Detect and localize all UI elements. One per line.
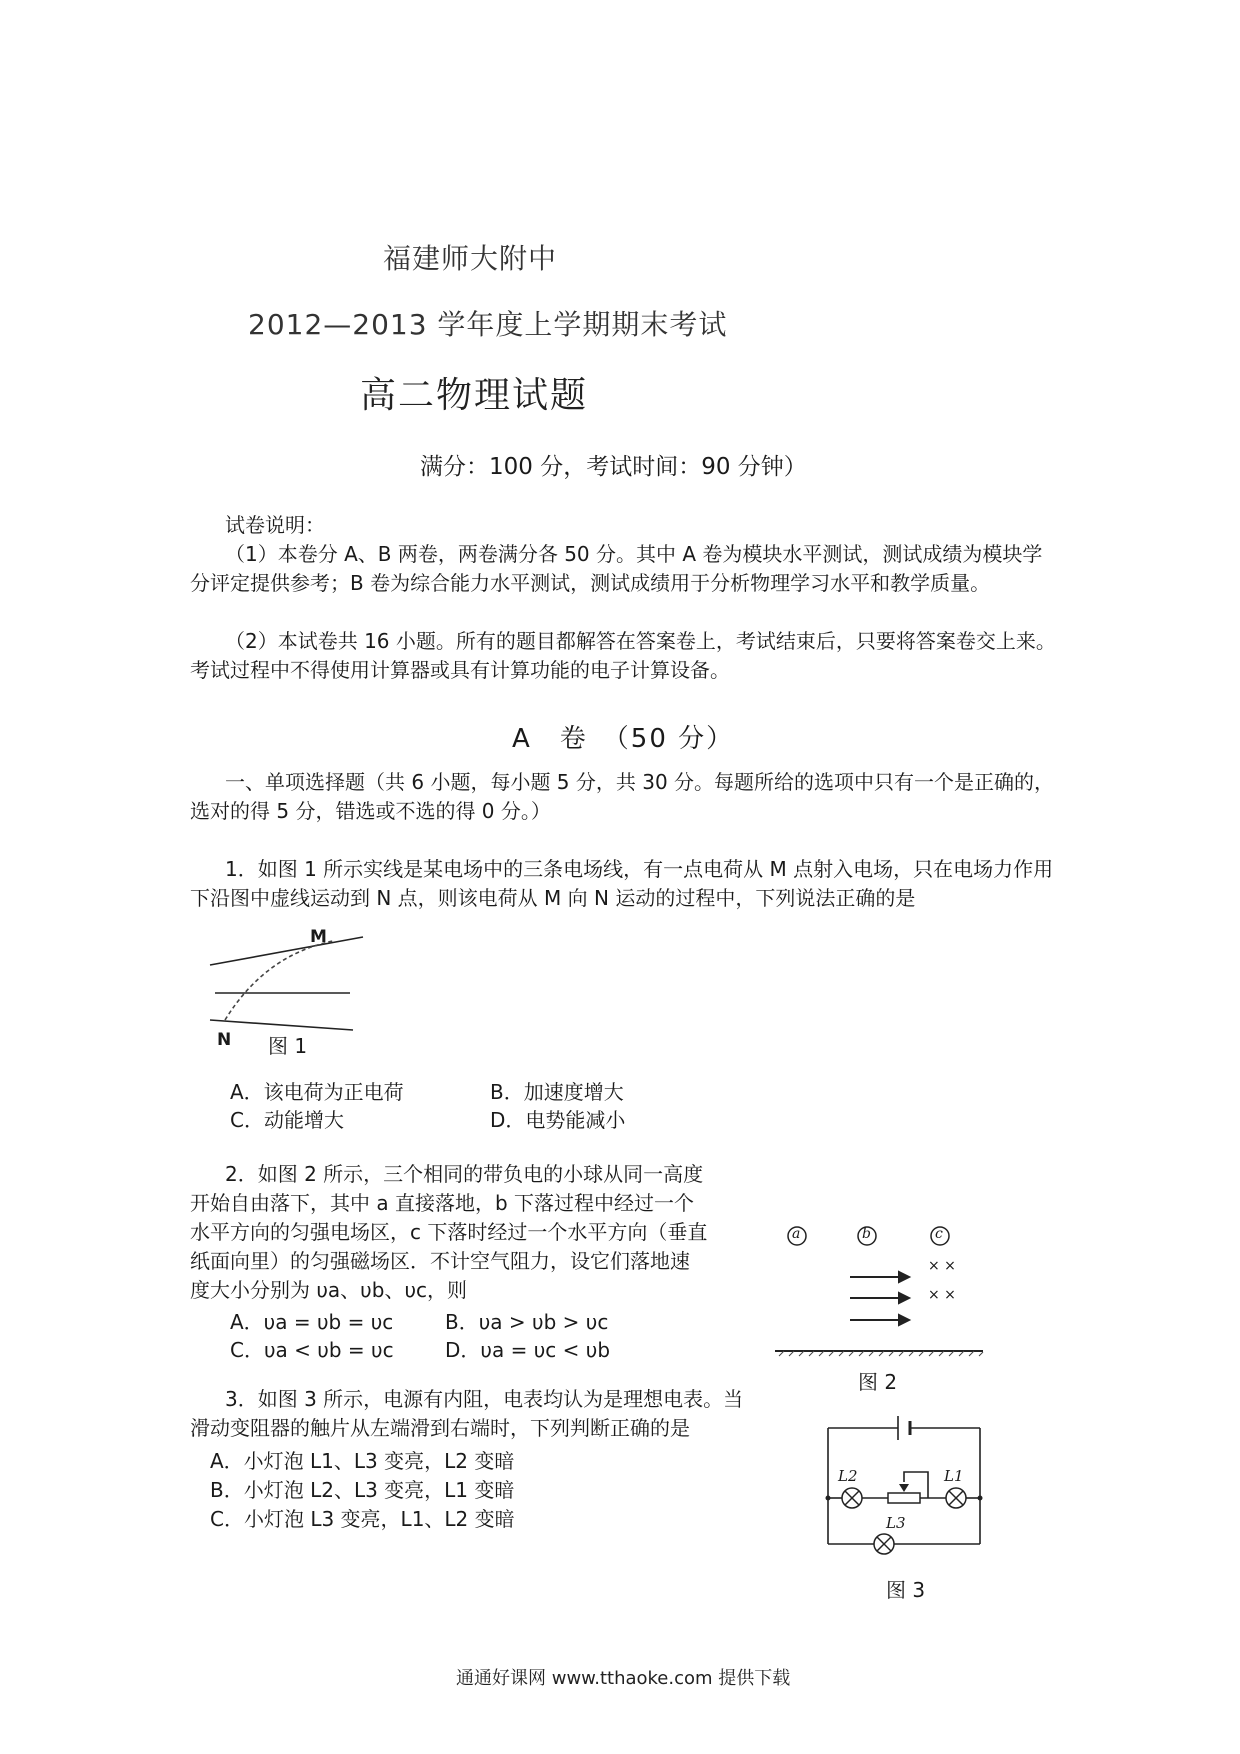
q3-line-2: 滑动变阻器的触片从左端滑到右端时，下列判断正确的是 [190,1416,690,1440]
school-name: 福建师大附中 [383,242,558,275]
lamp-l2-label: L2 [838,1467,858,1485]
exam-title: 2012—2013 学年度上学期期末考试 [248,308,728,341]
q3-option-c: C．小灯泡 L3 变亮，L1、L2 变暗 [210,1507,515,1531]
q1-option-b: B．加速度增大 [490,1080,624,1104]
section-a-title: A 卷 （50 分） [512,724,735,754]
rheostat-icon [888,1493,920,1503]
field-line-top [210,937,363,965]
q2-line-4: 纸面向里）的匀强磁场区．不计空气阻力，设它们落地速 [190,1249,690,1273]
instruction-item-2: （2）本试卷共 16 小题。所有的题目都解答在答案卷上，考试结束后，只要将答案卷交上来。考试过程中不得使用计算器或具有计算功能的电子计算设备。 [190,629,1056,682]
q3-option-a: A．小灯泡 L1、L3 变亮，L2 变暗 [210,1449,515,1473]
q1-stem: 1．如图 1 所示实线是某电场中的三条电场线，有一点电荷从 M 点射入电场，只在电场力作用下沿图中虚线运动到 N 点，则该电荷从 M 向 N 运动的过程中，下列说法正确的是 [190,857,1054,910]
part1-instructions: 一、单项选择题（共 6 小题，每小题 5 分，共 30 分。每题所给的选项中只有一个是正确的，选对的得 5 分，错选或不选的得 0 分。） [190,770,1055,823]
q3-option-b: B．小灯泡 L2、L3 变亮，L1 变暗 [210,1478,515,1502]
q2-option-c: C．υa < υb = υc [230,1338,394,1362]
lamp-l3-label: L3 [886,1514,906,1532]
ball-c-label: c [935,1226,943,1242]
electric-field-arrows [850,1272,909,1325]
battery-icon [898,1416,910,1440]
lamp-l1-icon [946,1488,966,1508]
slider-arrow-icon [899,1484,909,1492]
junction-left [826,1496,831,1501]
lamp-l2-icon [842,1488,862,1508]
q1-option-d: D．电势能减小 [490,1108,626,1132]
ball-a-label: a [792,1226,801,1242]
ball-b-label: b [862,1226,871,1242]
subject-title: 高二物理试题 [360,375,589,416]
junction-right [978,1496,983,1501]
magnetic-field-marks-2: × × [928,1287,956,1303]
field-line-bottom [210,1020,353,1030]
lamp-l1-label: L1 [944,1467,964,1485]
q3-line-1: 3．如图 3 所示，电源有内阻，电表均认为是理想电表。当 [225,1387,744,1411]
point-m-label: M [310,927,327,947]
q2-line-3: 水平方向的匀强电场区，c 下落时经过一个水平方向（垂直 [190,1220,708,1244]
instruction-item-1: （1）本卷分 A、B 两卷，两卷满分各 50 分。其中 A 卷为模块水平测试，测试成绩为模块学分评定提供参考；B 卷为综合能力水平测试，测试成绩用于分析物理学习水平和教学质量。 [190,542,1043,595]
q2-figure [775,1225,995,1355]
q1-figure [205,925,385,1035]
q2-option-d: D．υa = υc < υb [445,1338,611,1362]
q1-option-a: A．该电荷为正电荷 [230,1080,404,1104]
footer-source: 通通好课网 www.tthaoke.com 提供下载 [456,1668,791,1689]
q2-option-a: A．υa = υb = υc [230,1310,394,1334]
figure-2-caption: 图 2 [858,1370,898,1394]
q2-line-2: 开始自由落下，其中 a 直接落地，b 下落过程中经过一个 [190,1191,695,1215]
figure-3-caption: 图 3 [886,1578,926,1602]
point-n-label: N [217,1030,232,1050]
full-marks-line: 满分：100 分，考试时间：90 分钟） [420,454,807,480]
q2-line-1: 2．如图 2 所示，三个相同的带负电的小球从同一高度 [225,1162,704,1186]
q2-line-5: 度大小分别为 υa、υb、υc，则 [190,1278,468,1302]
q2-option-b: B．υa > υb > υc [445,1310,609,1334]
q1-option-c: C．动能增大 [230,1108,344,1132]
magnetic-field-marks-1: × × [928,1258,956,1274]
figure-1-caption: 图 1 [268,1034,308,1058]
instructions-title: 试卷说明： [225,513,325,537]
lamp-l3-icon [874,1534,894,1554]
